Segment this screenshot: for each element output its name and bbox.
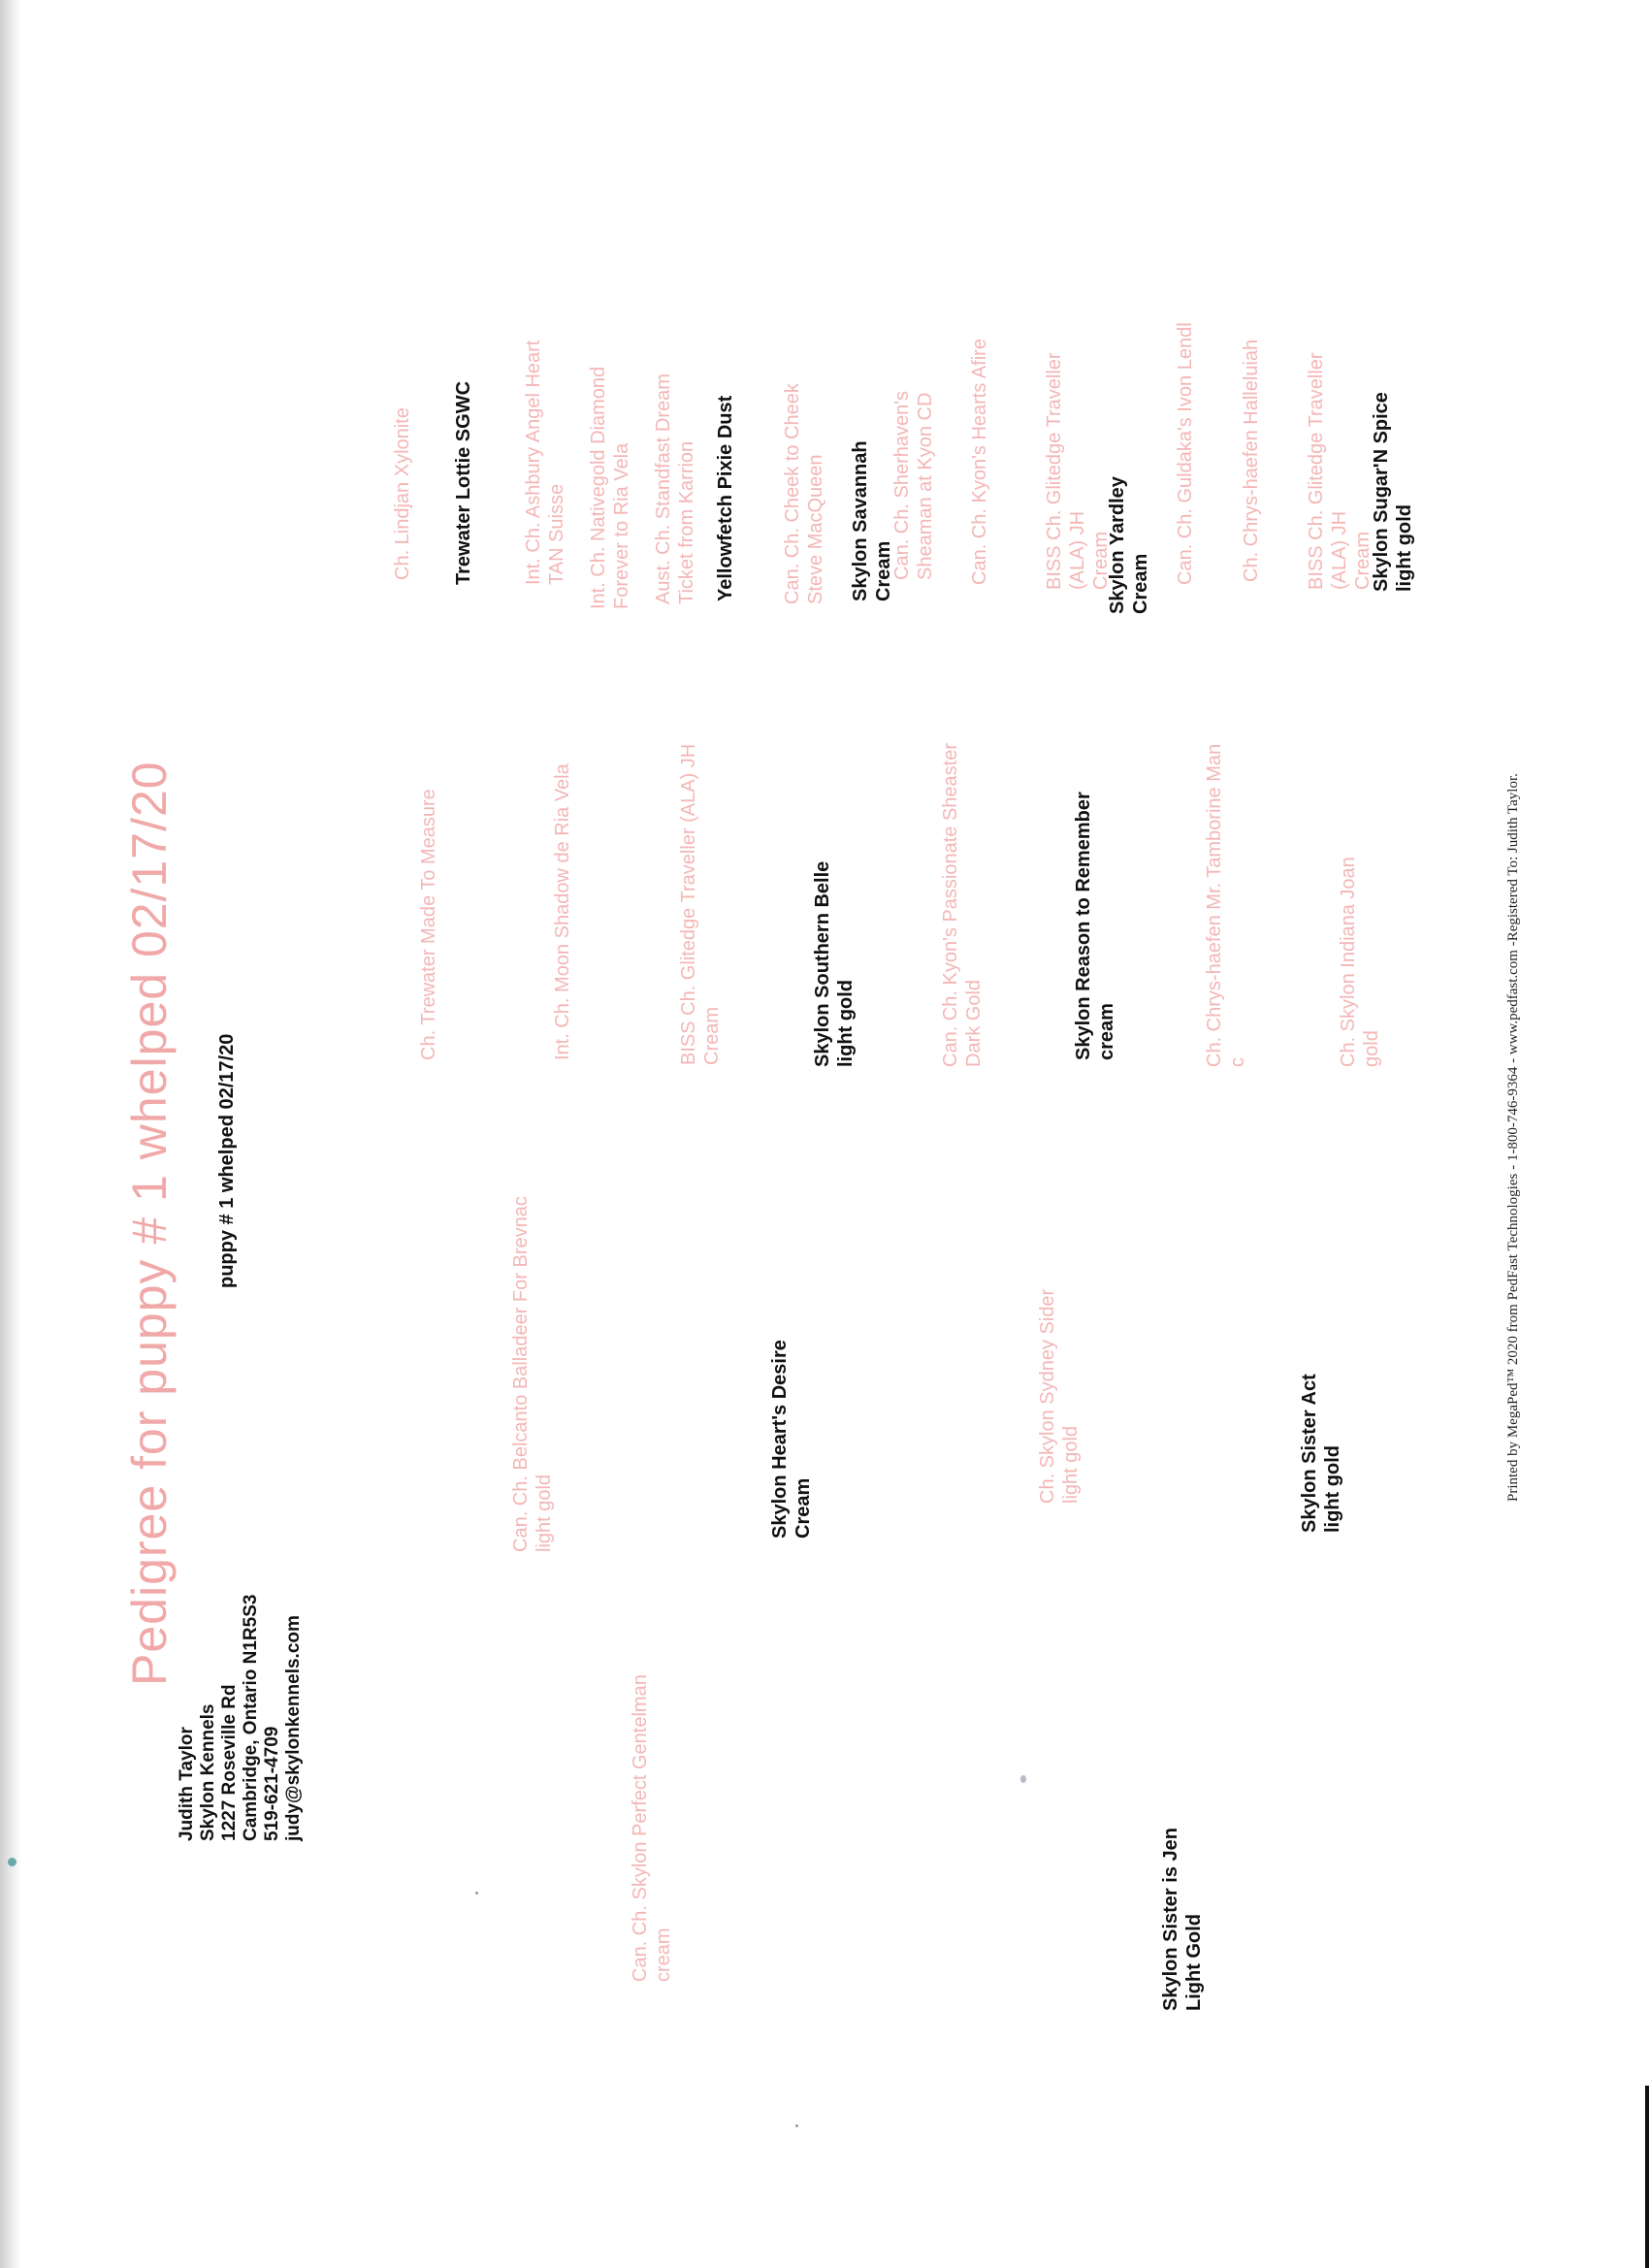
gen4-7-name: Can. Ch. Cheek to Cheek Steve MacQueen — [782, 383, 826, 604]
owner-address: 1227 Roseville Rd — [219, 1684, 240, 1841]
print-footer: Printed by MegaPed™ 2020 from PedFast Technologies - 1-800-746-9364 - www.pedfast.com -Registered To: Judith Taylor. — [1505, 773, 1521, 1502]
gen3-4 — [811, 861, 857, 1067]
gen3-3-color: Cream — [701, 1006, 723, 1065]
gen3-7-color: c — [1227, 1057, 1248, 1067]
owner-email: judy@skylonkennels.com — [283, 1615, 304, 1841]
sire-dam-color: Cream — [792, 1477, 814, 1539]
gen3-7-name: Ch. Chrys-haefen Mr. Tamborine Man — [1204, 743, 1225, 1067]
sire-dam-name: Skylon Heart's Desire — [769, 1340, 791, 1539]
gen3-1 — [417, 789, 440, 1060]
sire-color: cream — [653, 1928, 674, 1982]
sire-dam — [768, 1340, 815, 1539]
gen3-2 — [551, 763, 574, 1060]
gen3-8 — [1337, 857, 1383, 1067]
gen3-7 — [1203, 744, 1249, 1067]
dam-sire-color: light gold — [1060, 1425, 1082, 1504]
gen4-14 — [1240, 310, 1263, 582]
gen3-6 — [1072, 792, 1118, 1060]
gen4-16 — [1370, 392, 1416, 592]
gen4-13-name: Can. Ch. Guldaka's Ivon Lendl — [1175, 322, 1196, 585]
gen3-4-name: Skylon Southern Belle — [812, 860, 833, 1067]
gen3-5-color: Dark Gold — [963, 979, 985, 1067]
gen4-1-name: Ch. Lindjan Xylonite — [392, 407, 413, 580]
gen4-11-color: Cream — [1090, 531, 1112, 590]
gen3-5-name: Can. Ch. Kyon's Passionate Sheaster — [940, 742, 961, 1067]
gen4-4 — [587, 338, 633, 609]
gen3-3-name: BISS Ch. Glitedge Traveller (ALA) JH — [678, 743, 699, 1065]
gen4-4-name: Int. Ch. Nativegold Diamond Forever to Ria Vela — [588, 366, 632, 609]
gen4-10 — [968, 313, 991, 585]
gen4-14-name: Ch. Chrys-haefen Halleluiah — [1241, 339, 1262, 582]
sire-name: Can. Ch. Skylon Perfect Gentelman — [630, 1674, 651, 1982]
dam-name: Skylon Sister is Jen — [1160, 1828, 1181, 2011]
gen4-11-name: BISS Ch. Glitedge Traveller (ALA) JH — [1044, 352, 1088, 590]
gen4-2 — [452, 381, 475, 585]
dog-name: puppy # 1 whelped 02/17/20 — [216, 1033, 238, 1288]
gen4-2-name: Trewater Lottie SGWC — [453, 380, 474, 585]
gen3-6-name: Skylon Reason to Remember — [1073, 792, 1094, 1060]
page-title: Pedigree for puppy # 1 whelped 02/17/20 — [122, 761, 177, 1686]
gen4-3-name: Int. Ch. Ashbury Angel Heart TAN Suisse — [523, 340, 567, 585]
sire-sire — [509, 1196, 556, 1552]
gen3-2-name: Int. Ch. Moon Shadow de Ria Vela — [552, 763, 573, 1060]
gen4-16-color: light gold — [1394, 504, 1415, 592]
owner-block — [177, 1595, 305, 1841]
gen4-12 — [1106, 476, 1152, 614]
gen3-8-name: Ch. Skylon Indiana Joan — [1338, 857, 1359, 1067]
sire-sire-name: Can. Ch. Belcanto Balladeer For Brevnac — [510, 1196, 532, 1552]
gen4-8 — [849, 440, 895, 601]
dam-sire — [1036, 1289, 1083, 1504]
gen3-6-color: cream — [1096, 1003, 1117, 1060]
sire-sire-color: light gold — [534, 1474, 555, 1552]
gen4-8-name: Skylon Savannah — [850, 440, 871, 601]
dam-dam — [1298, 1374, 1344, 1533]
dam — [1159, 1828, 1206, 2011]
gen4-3 — [522, 313, 568, 585]
gen4-9-name: Can. Ch. Sherhaven's Sheaman at Kyon CD — [891, 390, 936, 580]
gen4-9 — [890, 308, 937, 580]
gen4-15-color: Cream — [1352, 531, 1374, 590]
gen4-10-name: Can. Ch. Kyon's Hearts Afire — [969, 339, 990, 585]
gen3-5 — [939, 743, 986, 1067]
gen4-15-name: BISS Ch. Glitedge Traveller (ALA) JH — [1306, 352, 1350, 590]
gen4-16-name: Skylon Sugar'N Spice — [1371, 392, 1392, 592]
gen4-6 — [714, 396, 737, 601]
gen4-13 — [1174, 313, 1197, 585]
gen4-5 — [652, 333, 698, 604]
gen4-7 — [781, 333, 827, 604]
gen4-12-color: Cream — [1130, 553, 1151, 614]
gen4-15 — [1305, 318, 1374, 590]
gen4-12-name: Skylon Yardley — [1107, 476, 1128, 614]
gen4-11 — [1043, 318, 1113, 590]
gen4-1 — [391, 308, 414, 580]
owner-name: Judith Taylor — [177, 1727, 197, 1841]
gen4-5-name: Aust. Ch. Standfast Dream Ticket from Karrion — [653, 373, 697, 604]
dam-dam-name: Skylon Sister Act — [1299, 1374, 1320, 1533]
dam-dam-color: light gold — [1322, 1445, 1343, 1533]
gen4-8-color: Cream — [873, 540, 894, 601]
owner-kennel: Skylon Kennels — [198, 1703, 218, 1841]
dam-color: Light Gold — [1183, 1914, 1205, 2011]
sire — [629, 1674, 675, 1982]
gen3-4-color: light gold — [835, 980, 857, 1067]
owner-phone: 519-621-4709 — [262, 1726, 282, 1841]
dam-sire-name: Ch. Skylon Sydney Sider — [1037, 1288, 1058, 1504]
gen4-6-name: Yellowfetch Pixie Dust — [715, 395, 736, 601]
gen3-3 — [677, 744, 724, 1065]
gen3-8-color: gold — [1361, 1030, 1382, 1067]
owner-city: Cambridge, Ontario N1R5S3 — [241, 1594, 261, 1841]
gen3-1-name: Ch. Trewater Made To Measure — [418, 789, 439, 1060]
